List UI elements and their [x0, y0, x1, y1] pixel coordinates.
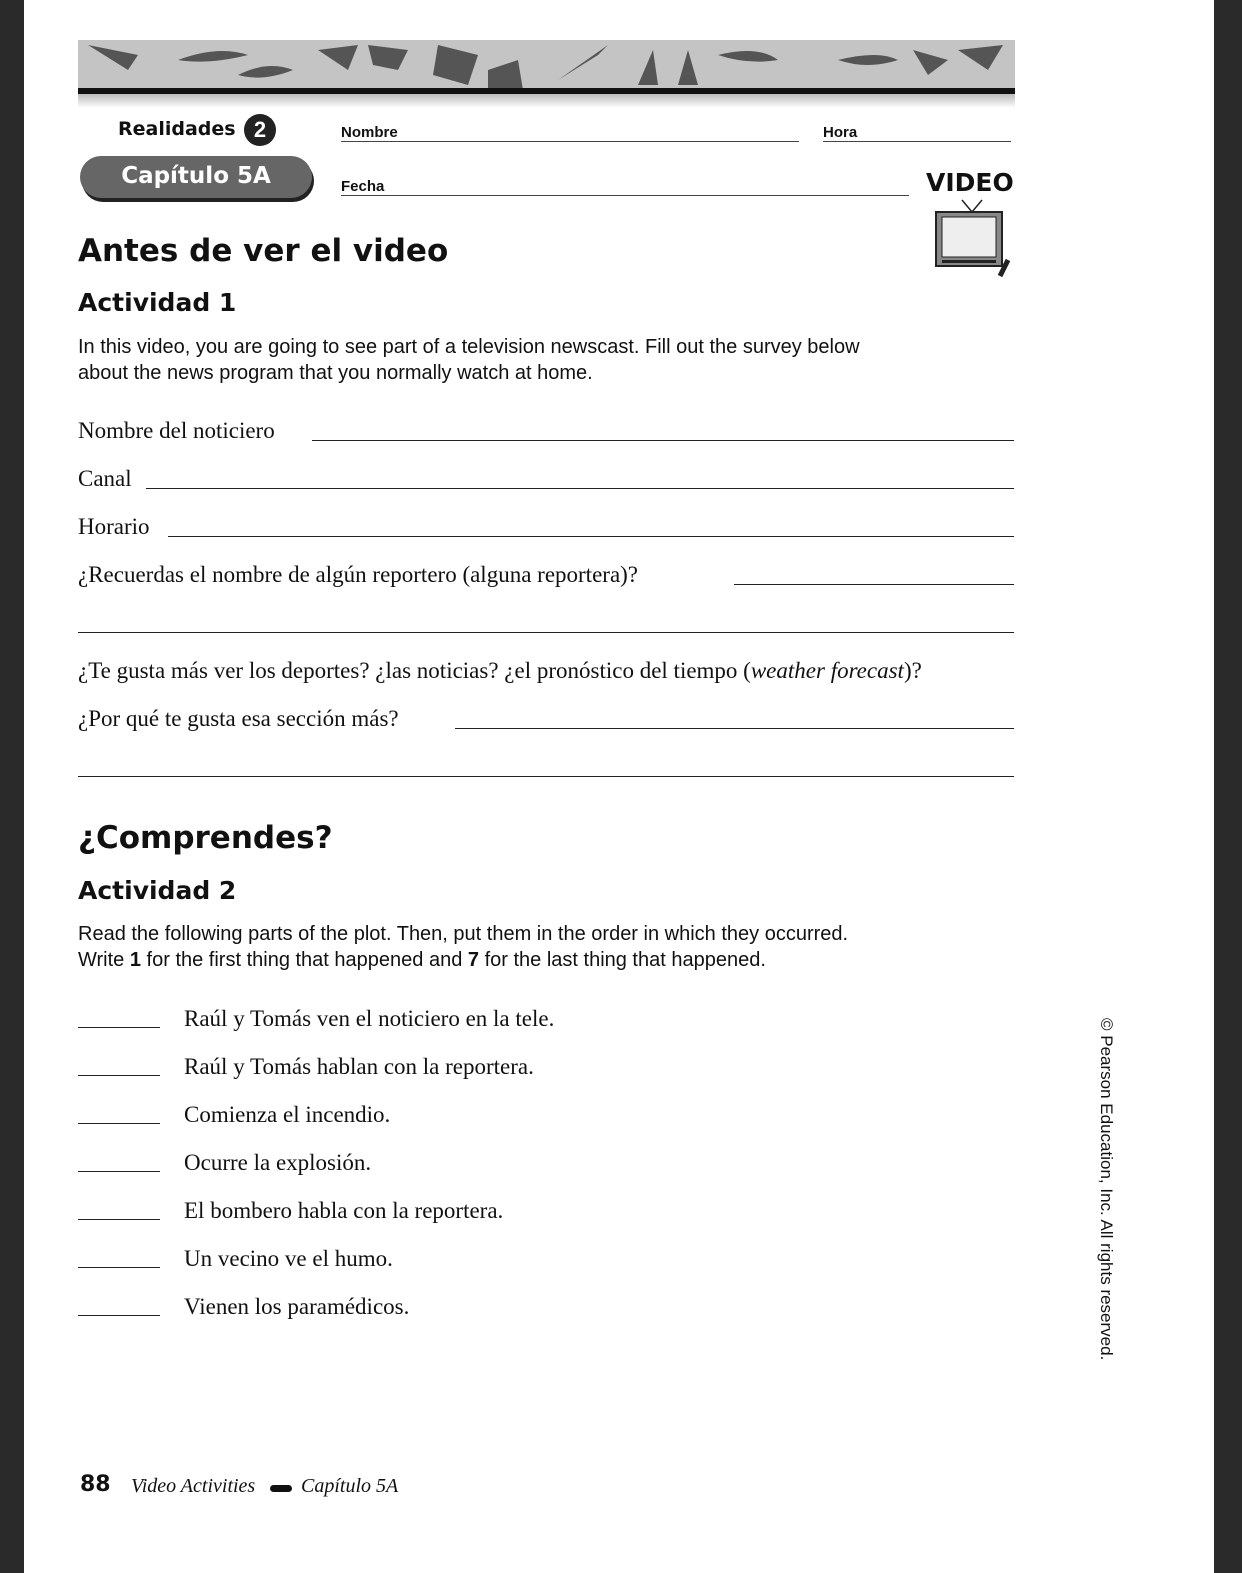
fecha-field[interactable]: [341, 178, 909, 196]
television-icon: [930, 198, 1016, 280]
plot-event: Un vecino ve el humo.: [184, 1246, 393, 1271]
instr-num1: 1: [129, 949, 141, 971]
order-answer-field[interactable]: [78, 1123, 160, 1124]
field-label-noticiero: Nombre del noticiero: [78, 418, 275, 443]
decorative-banner: [78, 40, 1015, 90]
footer-separator: [270, 1485, 292, 1492]
nombre-label: Nombre: [341, 124, 398, 141]
nombre-field[interactable]: [341, 124, 799, 142]
page-number: 88: [80, 1472, 111, 1497]
order-answer-field[interactable]: [78, 1315, 160, 1316]
why-question: ¿Por qué te gusta esa sección más?: [78, 706, 399, 731]
fecha-label: Fecha: [341, 178, 385, 195]
plot-event: Raúl y Tomás hablan con la reportera.: [184, 1054, 534, 1079]
activity1-title: Actividad 1: [78, 288, 237, 317]
why-field-line2[interactable]: [78, 776, 1014, 777]
activity2-instructions-1: Read the following parts of the plot. Then, put them in the order in which they occurred.: [78, 923, 849, 945]
field-label-horario: Horario: [78, 514, 150, 539]
activity2-title: Actividad 2: [78, 876, 237, 905]
field-label-reportero: ¿Recuerdas el nombre de algún reportero (alguna reportera)?: [78, 562, 639, 587]
banner-shadow: [78, 94, 1015, 108]
question-italic: weather forecast: [750, 658, 904, 683]
plot-event: Raúl y Tomás ven el noticiero en la tele.: [184, 1006, 555, 1031]
footer-chapter: Capítulo 5A: [301, 1475, 399, 1497]
preference-question: [78, 658, 922, 684]
footer-book: Video Activities: [131, 1475, 256, 1497]
section-label: VIDEO: [926, 168, 1014, 197]
instr-b: for the first thing that happened and: [140, 949, 468, 971]
why-field[interactable]: [455, 728, 1014, 729]
order-answer-field[interactable]: [78, 1219, 160, 1220]
plot-event: Vienen los paramédicos.: [184, 1294, 410, 1319]
noticiero-field[interactable]: [312, 440, 1014, 441]
canal-field[interactable]: [146, 488, 1014, 489]
plot-event: Ocurre la explosión.: [184, 1150, 372, 1175]
question-text: ¿Te gusta más ver los deportes? ¿las noticias? ¿el pronóstico del tiempo (: [78, 658, 751, 683]
instr-num7: 7: [467, 949, 480, 971]
hora-label: Hora: [823, 124, 858, 141]
reportero-field-line2[interactable]: [78, 632, 1014, 633]
activity2-instructions-2: [78, 947, 766, 973]
order-answer-field[interactable]: [78, 1267, 160, 1268]
order-answer-field[interactable]: [78, 1075, 160, 1076]
activity1-instructions-1: In this video, you are going to see part of a television newscast. Fill out the survey below: [78, 336, 860, 358]
section1-title: Antes de ver el video: [78, 233, 449, 269]
activity1-instructions-2: about the news program that you normally watch at home.: [78, 362, 593, 384]
order-answer-field[interactable]: [78, 1171, 160, 1172]
horario-field[interactable]: [168, 536, 1014, 537]
plot-event: El bombero habla con la reportera.: [184, 1198, 504, 1223]
plot-event: Comienza el incendio.: [184, 1102, 391, 1127]
series-title: Realidades: [118, 118, 236, 140]
leaf-pattern-icon: [78, 40, 1015, 90]
instr-c: for the last thing that happened.: [479, 949, 766, 971]
reportero-field[interactable]: [734, 584, 1014, 585]
question-end: )?: [903, 658, 922, 683]
hora-field[interactable]: [823, 124, 1011, 142]
chapter-badge: Capítulo 5A: [80, 156, 312, 198]
instr-a: Write: [78, 949, 130, 971]
level-badge: 2: [244, 114, 276, 146]
order-answer-field[interactable]: [78, 1027, 160, 1028]
copyright-notice: © Pearson Education, Inc. All rights reserved.: [1097, 1018, 1116, 1361]
field-label-canal: Canal: [78, 466, 132, 491]
section2-title: ¿Comprendes?: [78, 820, 333, 856]
